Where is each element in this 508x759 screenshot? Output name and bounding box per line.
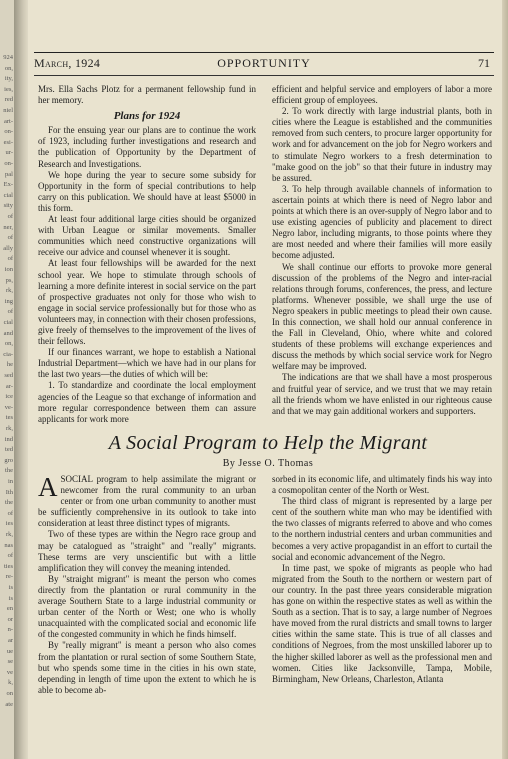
adjacent-page-text-fragment: rk, bbox=[5, 287, 13, 295]
paragraph: 1. To standardize and coordinate the local employment agencies of the League so that exchange of information and more regular correspondence between them can assure applicants for work more bbox=[38, 380, 256, 424]
adjacent-page-text-fragment: ind bbox=[4, 435, 13, 443]
adjacent-page-text-fragment: rk, bbox=[5, 425, 13, 432]
adjacent-page-text-fragment: in bbox=[7, 478, 13, 485]
adjacent-page-text-fragment: ted bbox=[5, 446, 13, 454]
adjacent-page-text-fragment: of bbox=[7, 213, 13, 220]
adjacent-page-text-fragment: on, bbox=[4, 64, 13, 72]
paragraph: In time past, we spoke of migrants as people who had migrated from the South to the northern or western part of our country. In the past three years considerable migration has gone on within the respective states as well as within the South as a section. That is to say, a large number of Negroes have moved from the rural districts and small towns to larger cities within the same state. This is true of all classes and conditions of Negroes, from the most unskilled laborer up to the higher skilled laborer as well as the professional men and women. Cities like Jacksonville, Tampa, Mobile, Birmingham, New Orleans, Charleston, Atlanta bbox=[272, 562, 492, 684]
adjacent-page-text-fragment: ally bbox=[3, 244, 13, 252]
paragraph: efficient and helpful service and employers of labor a more efficient group of employees. bbox=[272, 84, 492, 106]
paragraph: Mrs. Ella Sachs Plotz for a permanent fellowship fund in her memory. bbox=[38, 84, 256, 106]
adjacent-page-text-fragment: sity bbox=[3, 202, 13, 210]
adjacent-page-text-fragment: cia- bbox=[3, 350, 13, 358]
article-byline: By Jesse O. Thomas bbox=[222, 458, 314, 469]
paragraph: By "straight migrant" is meant the person who comes directly from the plantation or rural community in the average Southern State to a large industrial community or urban center of the North or West; one who is wholly unacquainted with the complicated social and economic life of the congested community in which he finds himself. bbox=[38, 573, 256, 640]
column-bottom-left bbox=[38, 474, 256, 696]
adjacent-page-text-fragment: and bbox=[3, 329, 13, 337]
paragraph-text: SOCIAL program to help assimilate the migrant or newcomer from the rural community to an urban center or from one urban community to another must be sufficiently comprehensive in its outlook to take into consideration at least three distinct types of migrants. bbox=[38, 474, 256, 529]
adjacent-page-text-fragment: on- bbox=[4, 160, 13, 167]
paragraph: We shall continue our efforts to provoke more general discussion of the problems of the Negro and inter-racial relations through forums, conferences, the press, and lecture platforms. Whenever possible, we shall urge the use of Negro speakers in public meetings to plead their own cause. In this connection, we shall hold our annual conference in the Fall in Cleveland, Ohio, where white and colored students of these problems will exchange experiences and discuss the methods by which social service work for Negro welfare may be improved. bbox=[272, 261, 492, 372]
paragraph: By "really migrant" is meant a person who also comes from the plantation or rural section of some Southern State, but who spends some time in the cities in his own state, depending in length of time upon the extent to which he is able to become ab- bbox=[38, 640, 256, 695]
paragraph bbox=[38, 474, 256, 529]
page-number: 71 bbox=[478, 56, 490, 70]
adjacent-page-text-fragment: cial bbox=[3, 319, 13, 326]
adjacent-page-text-fragment: ner, bbox=[3, 223, 13, 231]
adjacent-page-text-fragment: of bbox=[7, 509, 13, 517]
adjacent-page-text-fragment: on- bbox=[4, 128, 13, 136]
header-rule-top bbox=[34, 52, 494, 53]
column-top-left bbox=[38, 84, 256, 425]
magazine-page bbox=[28, 0, 508, 759]
adjacent-page-text-fragment: nas bbox=[4, 541, 13, 549]
drop-cap: A bbox=[38, 472, 58, 502]
adjacent-page-text-fragment: cial bbox=[3, 191, 13, 199]
paragraph: sorbed in its economic life, and ultimately finds his way into a cosmopolitan center of the North or West. bbox=[272, 474, 492, 496]
adjacent-page-text-fragment: art- bbox=[3, 117, 13, 125]
column-top-right bbox=[272, 84, 492, 417]
adjacent-page-text-fragment: ur- bbox=[5, 149, 13, 157]
adjacent-page-text-fragment: rk, bbox=[5, 531, 13, 538]
paragraph: 2. To work directly with large industrial plants, both in cities where the League is established and the communities removed from such centers, to procure larger opportunity for work and for advancement on the job for Negro workers and to stimulate Negro workers to a fresh determination to "make good on the job" so that their future in industry may be assured. bbox=[272, 106, 492, 183]
adjacent-page-text-fragment: ate bbox=[5, 700, 13, 708]
adjacent-page-text-fragment: red bbox=[4, 96, 13, 104]
adjacent-page-text-fragment: Ith bbox=[5, 488, 13, 496]
paragraph: The third class of migrant is represented by a large per cent of the southern white man who may be identified with the two classes of migrants referred to above and who comes to the northern industrial centers and urban communities and becomes a very active propagandist in an effort to curtail the social and economic advancement of the Negro. bbox=[272, 496, 492, 562]
paragraph: We hope during the year to secure some subsidy for Opportunity in the form of special contributions to help carry on this publication. We should have at least $5000 in this form. bbox=[38, 169, 256, 213]
adjacent-page-text-fragment: or bbox=[7, 615, 13, 623]
adjacent-page-text-fragment: ies, bbox=[4, 85, 13, 93]
paragraph: Two of these types are within the Negro race group and may be catalogued as "straight" and "really" migrants. These terms are very unscientific but with a little amplification they will convey the meaning intended. bbox=[38, 529, 256, 573]
adjacent-page-text-fragment: is bbox=[8, 584, 13, 591]
issue-date: March, 1924 bbox=[34, 56, 101, 70]
adjacent-page-text-fragment: of bbox=[7, 255, 13, 263]
adjacent-page-text-fragment: ar- bbox=[5, 382, 13, 390]
adjacent-page-text-fragment: of bbox=[7, 234, 13, 242]
adjacent-page-text-fragment: he bbox=[6, 361, 13, 369]
adjacent-page-text-fragment: of bbox=[7, 308, 13, 316]
section-subheading: Plans for 1924 bbox=[113, 110, 181, 123]
adjacent-page-text-fragment: ve bbox=[6, 668, 13, 676]
adjacent-page-text-fragment: ps, bbox=[5, 276, 13, 284]
page-edge-shadow bbox=[502, 0, 508, 759]
adjacent-page-text-fragment: k, bbox=[8, 679, 13, 687]
adjacent-page-text-fragment: ity, bbox=[4, 75, 13, 83]
paragraph: At least four fellowships will be awarded for the next school year. We hope to stimulate through schools of learning a more definite interest in social service on the part of prospective graduates not only for those who wish to engage in social service professionally but for those who as volunteers may, in connection with their chosen professions, give freely of themselves to the improvement of the lives of their fellows. bbox=[38, 258, 256, 347]
adjacent-page-text-fragment: sed bbox=[4, 372, 13, 379]
adjacent-page-text-fragment: niel bbox=[3, 107, 13, 114]
adjacent-page-text-fragment: ar bbox=[7, 637, 13, 644]
header-rule-bottom bbox=[34, 75, 494, 76]
paragraph: At least four additional large cities should be organized with Urban League or similar movements. Smaller communities which need constructive organizations will receive our advice and counsel whenever it is sought. bbox=[38, 214, 256, 258]
adjacent-page-text-fragment: re- bbox=[5, 573, 13, 581]
adjacent-page-text-fragment: n- bbox=[7, 626, 13, 634]
paragraph: The indications are that we shall have a most prosperous and fruitful year of service, and we trust that we may retain all the friends whom we have enlisted in our righteous cause and that we may gain additional workers and supporters. bbox=[272, 372, 492, 416]
adjacent-page-text-fragment: gro bbox=[4, 456, 13, 464]
adjacent-page-text-fragment: pal bbox=[5, 170, 13, 178]
adjacent-page-text-fragment: ion bbox=[4, 266, 13, 273]
adjacent-page-text-fragment: Ex- bbox=[3, 181, 13, 189]
paragraph: For the ensuing year our plans are to continue the work of 1923, including further investigations and research and the publication of Opportunity by the Department of Research and Investigations. bbox=[38, 125, 256, 169]
paragraph: 3. To help through available channels of information to ascertain points at which there is need of Negro labor and points at which there is an over-supply of Negro labor and to use existing agencies of publicity and placement to direct Negro labor, including migrants, to those points where they are most needed and where their families will more easily become adjusted. bbox=[272, 183, 492, 261]
adjacent-page-text-fragment: the bbox=[5, 467, 13, 475]
adjacent-page-text-fragment: ve- bbox=[4, 403, 13, 411]
running-header bbox=[34, 56, 494, 72]
paragraph: If our finances warrant, we hope to establish a National Industrial Department—which we have had in our plans for the last two years—the duties of which will be: bbox=[38, 347, 256, 380]
adjacent-page-text-fragment: ties bbox=[3, 562, 13, 570]
adjacent-page-text-fragment: of bbox=[7, 552, 13, 560]
adjacent-page-text-fragment: tes bbox=[5, 414, 13, 422]
adjacent-page-text-fragment: esi- bbox=[3, 138, 13, 146]
adjacent-page-text-fragment: ue bbox=[6, 647, 13, 655]
adjacent-page-text-fragment: en bbox=[6, 605, 13, 613]
adjacent-page-text-fragment: ing bbox=[4, 297, 13, 305]
article-title: A Social Program to Help the Migrant bbox=[108, 432, 428, 454]
adjacent-page-text-fragment: is bbox=[8, 594, 13, 602]
adjacent-page-text-fragment: 924 bbox=[3, 54, 13, 61]
adjacent-page-text-fragment: ice bbox=[5, 393, 13, 401]
column-bottom-right bbox=[272, 474, 492, 685]
adjacent-page-text-fragment: ies bbox=[5, 520, 13, 528]
adjacent-page-edge bbox=[0, 0, 15, 759]
adjacent-page-text-fragment: on, bbox=[4, 340, 13, 348]
adjacent-page-text-fragment: se bbox=[7, 658, 13, 666]
adjacent-page-text-fragment: on bbox=[6, 690, 13, 697]
magazine-title: OPPORTUNITY bbox=[217, 56, 311, 70]
adjacent-page-text-fragment: the bbox=[5, 499, 13, 507]
